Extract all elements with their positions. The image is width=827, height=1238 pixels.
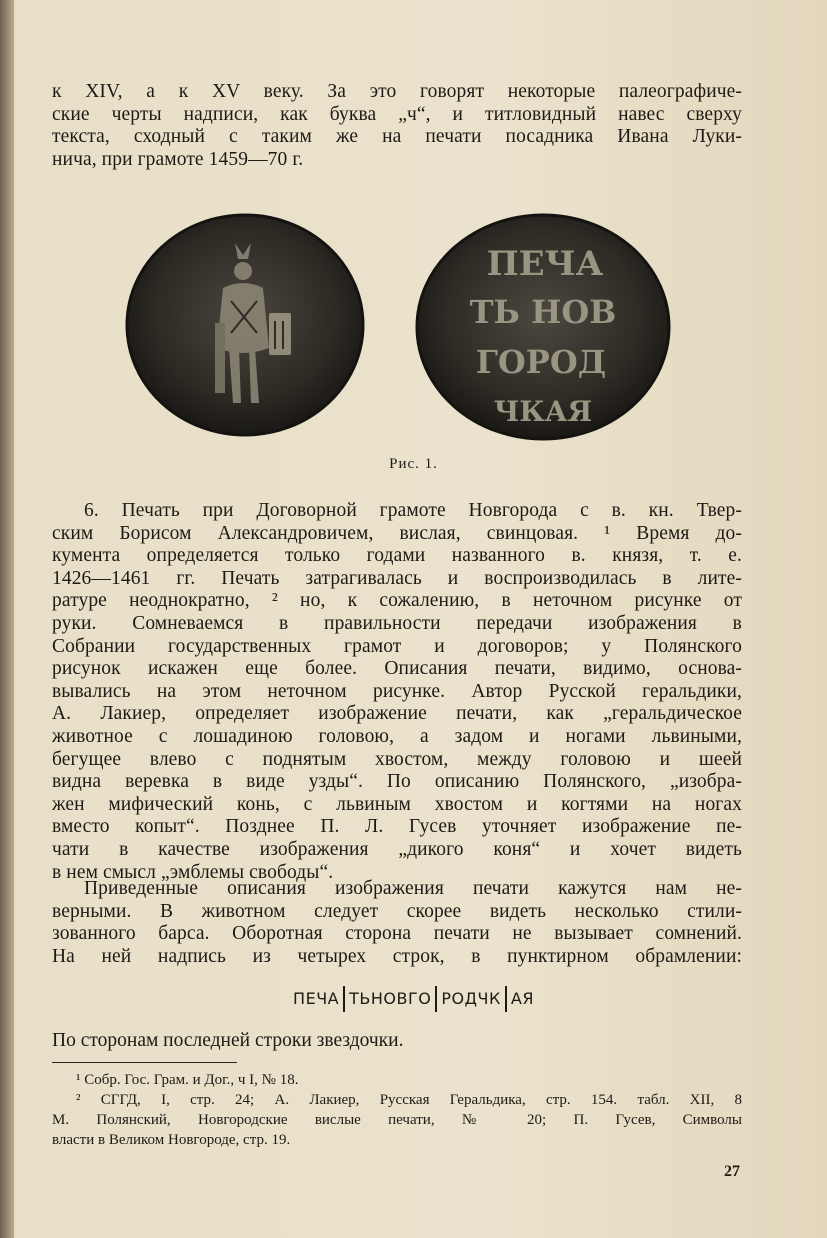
text-line: А. Лакиер, определяет изображение печати, как „геральдическое <box>52 703 742 725</box>
text-line: верными. В животном следует скорее видеть несколько стили- <box>52 900 742 922</box>
text-line: видна веревка в виде узды“. По описанию Полянского, „изобра- <box>52 771 742 793</box>
closing-sentence: По сторонам последней строки звездочки. <box>52 1030 404 1051</box>
text-line: ратуре неоднократно, ² но, к сожалению, в неточном рисунке от <box>52 590 742 612</box>
text-line: кумента определяется только годами названного в. князя, т. е. <box>52 545 742 567</box>
line-divider <box>505 986 507 1012</box>
text-line: бегущее влево с поднятым хвостом, между головою и шеей <box>52 748 742 770</box>
text-line: нича, при грамоте 1459—70 г. <box>52 148 304 170</box>
inscription-segment: РОДЧК <box>441 988 501 1008</box>
inscription-segment: ПЕЧА <box>293 988 340 1008</box>
text-line: животное с лошадиною головою, а задом и ногами львиными, <box>52 725 742 747</box>
text-line: вместо копыт“. Позднее П. Л. Гусев уточняет изображение пе- <box>52 816 742 838</box>
paragraph-7 <box>52 878 742 968</box>
inscription-segment: АЯ <box>510 988 534 1008</box>
text-line: Собрании государственных грамот и договоров; у Полянского <box>52 635 742 657</box>
footnote-2-cont: власти в Великом Новгороде, стр. 19. <box>52 1132 291 1148</box>
text-line: текста, сходный с таким же на печати посадника Ивана Луки- <box>52 126 742 148</box>
text-line: На ней надпись из четырех строк, в пунктирном обрамлении: <box>52 945 742 967</box>
text-line: ские черты надписи, как буква „ч“, и титловидный навес сверху <box>52 103 742 125</box>
reverse-inscription-line: ТЬ НОВ <box>469 293 617 331</box>
seal-figure <box>118 213 688 448</box>
seal-obverse-image <box>123 213 373 443</box>
inscription-transcription <box>0 986 827 1012</box>
text-line: чати в качестве изображения „дикого коня“ и хочет видеть <box>52 838 742 860</box>
footnote-2: ² СГГД, I, стр. 24; А. Лакиер, Русская Геральдика, стр. 154. табл. XII, 8 <box>76 1092 742 1108</box>
text-line: зованного барса. Оборотная сторона печати не вызывает сомнений. <box>52 923 742 945</box>
footnote-1: ¹ Собр. Гос. Грам. и Дог., ч I, № 18. <box>76 1072 299 1088</box>
page-number: 27 <box>724 1163 740 1180</box>
text-line: 6. Печать при Договорной грамоте Новгорода с в. кн. Твер- <box>84 500 742 521</box>
text-line: 1426—1461 гг. Печать затрагивалась и воспроизводилась в лите- <box>52 567 742 589</box>
line-divider <box>343 986 345 1012</box>
intro-paragraph <box>52 81 742 171</box>
footnote-2-cont: М. Полянский, Новгородские вислые печати, № 20; П. Гусев, Символы <box>52 1112 742 1128</box>
text-line: рисунок искажен еще более. Описания печати, видимо, основа- <box>52 658 742 680</box>
seal-reverse-image <box>413 213 673 443</box>
paragraph-6 <box>52 500 742 884</box>
text-line: Приведенные описания изображения печати кажутся нам не- <box>84 878 742 899</box>
book-spine <box>0 0 14 1238</box>
text-line: руки. Сомневаемся в правильности передачи изображения в <box>52 612 742 634</box>
inscription-segment: ТЬНОВГО <box>349 988 432 1008</box>
text-line: ским Борисом Александровичем, вислая, свинцовая. ¹ Время до- <box>52 522 742 544</box>
text-line: к XIV, а к XV веку. За это говорят некоторые палеографиче- <box>52 81 742 102</box>
reverse-inscription-line: ЧКАЯ <box>493 395 593 428</box>
line-divider <box>435 986 437 1012</box>
footnote-divider <box>52 1062 237 1063</box>
text-line: жен мифический конь, с львиным хвостом и когтями на ногах <box>52 793 742 815</box>
reverse-inscription-line: ПЕЧА <box>486 244 604 284</box>
reverse-inscription-line: ГОРОД <box>475 343 607 381</box>
text-line: в нем смысл „эмблемы свободы“. <box>52 861 334 883</box>
text-line: вывались на этом неточном рисунке. Автор Русской геральдики, <box>52 680 742 702</box>
figure-caption: Рис. 1. <box>389 456 438 472</box>
footnotes <box>52 1070 742 1150</box>
